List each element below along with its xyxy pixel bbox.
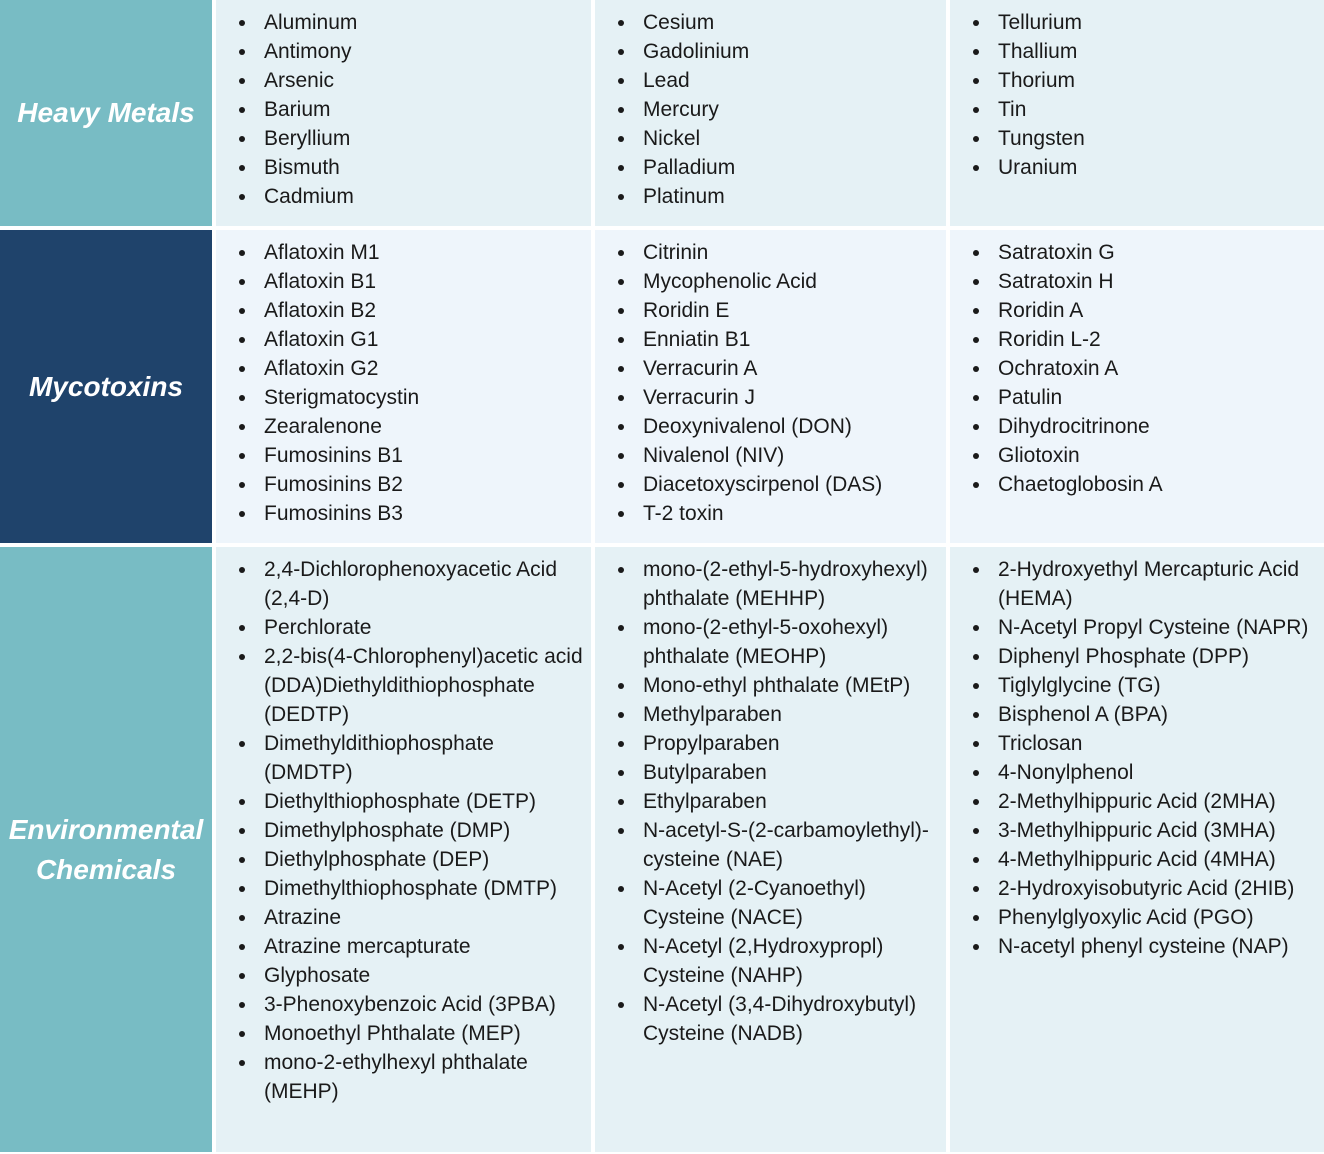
analyte-item: Satratoxin G	[970, 238, 1316, 267]
analyte-item: N-Acetyl (2,Hydroxypropl) Cysteine (NAHP)	[615, 932, 938, 990]
analyte-item: Gliotoxin	[970, 441, 1316, 470]
analyte-item: Ochratoxin A	[970, 354, 1316, 383]
analyte-item: 4-Methylhippuric Acid (4MHA)	[970, 845, 1316, 874]
analyte-item: Triclosan	[970, 729, 1316, 758]
analyte-item: Diacetoxyscirpenol (DAS)	[615, 470, 938, 499]
analyte-item: Patulin	[970, 383, 1316, 412]
analyte-item: mono-(2-ethyl-5-hydroxyhexyl) phthalate (MEHHP)	[615, 555, 938, 613]
analyte-item: Mycophenolic Acid	[615, 267, 938, 296]
analyte-item: 2,4-Dichlorophenoxyacetic Acid (2,4-D)	[236, 555, 583, 613]
analyte-item: Roridin L-2	[970, 325, 1316, 354]
analyte-item: Cesium	[615, 8, 938, 37]
analyte-item: Beryllium	[236, 124, 583, 153]
analyte-item: 2-Methylhippuric Acid (2MHA)	[970, 787, 1316, 816]
analyte-item: Tungsten	[970, 124, 1316, 153]
analyte-item: mono-2-ethylhexyl phthalate (MEHP)	[236, 1048, 583, 1106]
analyte-item: Thallium	[970, 37, 1316, 66]
analyte-item: Sterigmatocystin	[236, 383, 583, 412]
analyte-item: Antimony	[236, 37, 583, 66]
analyte-item: Methylparaben	[615, 700, 938, 729]
category-column-mycotoxins-1	[216, 230, 591, 543]
analyte-item: 4-Nonylphenol	[970, 758, 1316, 787]
analyte-item: Monoethyl Phthalate (MEP)	[236, 1019, 583, 1048]
analyte-item: Deoxynivalenol (DON)	[615, 412, 938, 441]
analyte-item: 2-Hydroxyethyl Mercapturic Acid (HEMA)	[970, 555, 1316, 613]
analyte-item: Citrinin	[615, 238, 938, 267]
category-column-mycotoxins-2	[595, 230, 946, 543]
analyte-list	[236, 555, 583, 1106]
analyte-list	[236, 238, 583, 528]
analyte-item: Tin	[970, 95, 1316, 124]
category-label-environmental-chemicals: Environmental Chemicals	[0, 547, 212, 1152]
analyte-item: Roridin E	[615, 296, 938, 325]
analyte-item: T-2 toxin	[615, 499, 938, 528]
analyte-item: Dimethyldithiophosphate (DMDTP)	[236, 729, 583, 787]
analyte-item: N-acetyl-S-(2-carbamoylethyl)-cysteine (NAE)	[615, 816, 938, 874]
analyte-list	[970, 555, 1316, 961]
analyte-item: Barium	[236, 95, 583, 124]
analyte-item: Aflatoxin B1	[236, 267, 583, 296]
analyte-item: Atrazine mercapturate	[236, 932, 583, 961]
analyte-item: Fumosinins B2	[236, 470, 583, 499]
analyte-item: Dimethylthiophosphate (DMTP)	[236, 874, 583, 903]
analyte-item: Bismuth	[236, 153, 583, 182]
analyte-item: Phenylglyoxylic Acid (PGO)	[970, 903, 1316, 932]
analyte-item: Fumosinins B3	[236, 499, 583, 528]
analyte-item: Arsenic	[236, 66, 583, 95]
analyte-item: mono-(2-ethyl-5-oxohexyl) phthalate (MEOHP)	[615, 613, 938, 671]
analyte-item: Platinum	[615, 182, 938, 211]
category-column-mycotoxins-3	[950, 230, 1324, 543]
analyte-list	[970, 238, 1316, 499]
analyte-item: Ethylparaben	[615, 787, 938, 816]
analyte-item: Verracurin J	[615, 383, 938, 412]
analyte-item: Glyphosate	[236, 961, 583, 990]
analyte-item: N-acetyl phenyl cysteine (NAP)	[970, 932, 1316, 961]
analyte-item: Roridin A	[970, 296, 1316, 325]
analyte-item: Thorium	[970, 66, 1316, 95]
analyte-item: Chaetoglobosin A	[970, 470, 1316, 499]
analyte-item: Diethylphosphate (DEP)	[236, 845, 583, 874]
analyte-item: Nickel	[615, 124, 938, 153]
analyte-list	[615, 555, 938, 1048]
analyte-item: Diethylthiophosphate (DETP)	[236, 787, 583, 816]
analyte-item: Uranium	[970, 153, 1316, 182]
analyte-item: Aflatoxin B2	[236, 296, 583, 325]
analyte-item: Mercury	[615, 95, 938, 124]
analyte-item: Tiglylglycine (TG)	[970, 671, 1316, 700]
category-label-mycotoxins: Mycotoxins	[0, 230, 212, 543]
analyte-item: Dimethylphosphate (DMP)	[236, 816, 583, 845]
category-column-environmental-chemicals-3	[950, 547, 1324, 1152]
analyte-item: Lead	[615, 66, 938, 95]
analyte-item: Mono-ethyl phthalate (MEtP)	[615, 671, 938, 700]
analyte-item: Zearalenone	[236, 412, 583, 441]
analyte-item: Dihydrocitrinone	[970, 412, 1316, 441]
analyte-item: Perchlorate	[236, 613, 583, 642]
analyte-item: Aflatoxin G1	[236, 325, 583, 354]
analyte-item: Nivalenol (NIV)	[615, 441, 938, 470]
category-label-heavy-metals: Heavy Metals	[0, 0, 212, 226]
analyte-item: Propylparaben	[615, 729, 938, 758]
category-column-environmental-chemicals-1	[216, 547, 591, 1152]
analyte-item: Aflatoxin M1	[236, 238, 583, 267]
analyte-item: Diphenyl Phosphate (DPP)	[970, 642, 1316, 671]
analyte-list	[615, 238, 938, 528]
analyte-item: Aflatoxin G2	[236, 354, 583, 383]
analyte-item: Cadmium	[236, 182, 583, 211]
analyte-item: Enniatin B1	[615, 325, 938, 354]
analyte-item: N-Acetyl (2-Cyanoethyl) Cysteine (NACE)	[615, 874, 938, 932]
analyte-item: Verracurin A	[615, 354, 938, 383]
analyte-item: Satratoxin H	[970, 267, 1316, 296]
analyte-item: Aluminum	[236, 8, 583, 37]
analyte-list	[615, 8, 938, 211]
analyte-item: Butylparaben	[615, 758, 938, 787]
category-column-heavy-metals-2	[595, 0, 946, 226]
analyte-item: Bisphenol A (BPA)	[970, 700, 1316, 729]
analyte-item: Tellurium	[970, 8, 1316, 37]
analyte-item: N-Acetyl Propyl Cysteine (NAPR)	[970, 613, 1316, 642]
analyte-item: Fumosinins B1	[236, 441, 583, 470]
analyte-item: Atrazine	[236, 903, 583, 932]
analyte-item: Gadolinium	[615, 37, 938, 66]
category-column-heavy-metals-1	[216, 0, 591, 226]
analyte-item: 3-Phenoxybenzoic Acid (3PBA)	[236, 990, 583, 1019]
analyte-item: Palladium	[615, 153, 938, 182]
analyte-item: 3-Methylhippuric Acid (3MHA)	[970, 816, 1316, 845]
analyte-item: N-Acetyl (3,4-Dihydroxybutyl) Cysteine (NADB)	[615, 990, 938, 1048]
analyte-list	[236, 8, 583, 211]
category-column-environmental-chemicals-2	[595, 547, 946, 1152]
analyte-list	[970, 8, 1316, 182]
analyte-item: 2-Hydroxyisobutyric Acid (2HIB)	[970, 874, 1316, 903]
category-column-heavy-metals-3	[950, 0, 1324, 226]
analyte-item: 2,2-bis(4-Chlorophenyl)acetic acid (DDA)Diethyldithiophosphate (DEDTP)	[236, 642, 583, 729]
